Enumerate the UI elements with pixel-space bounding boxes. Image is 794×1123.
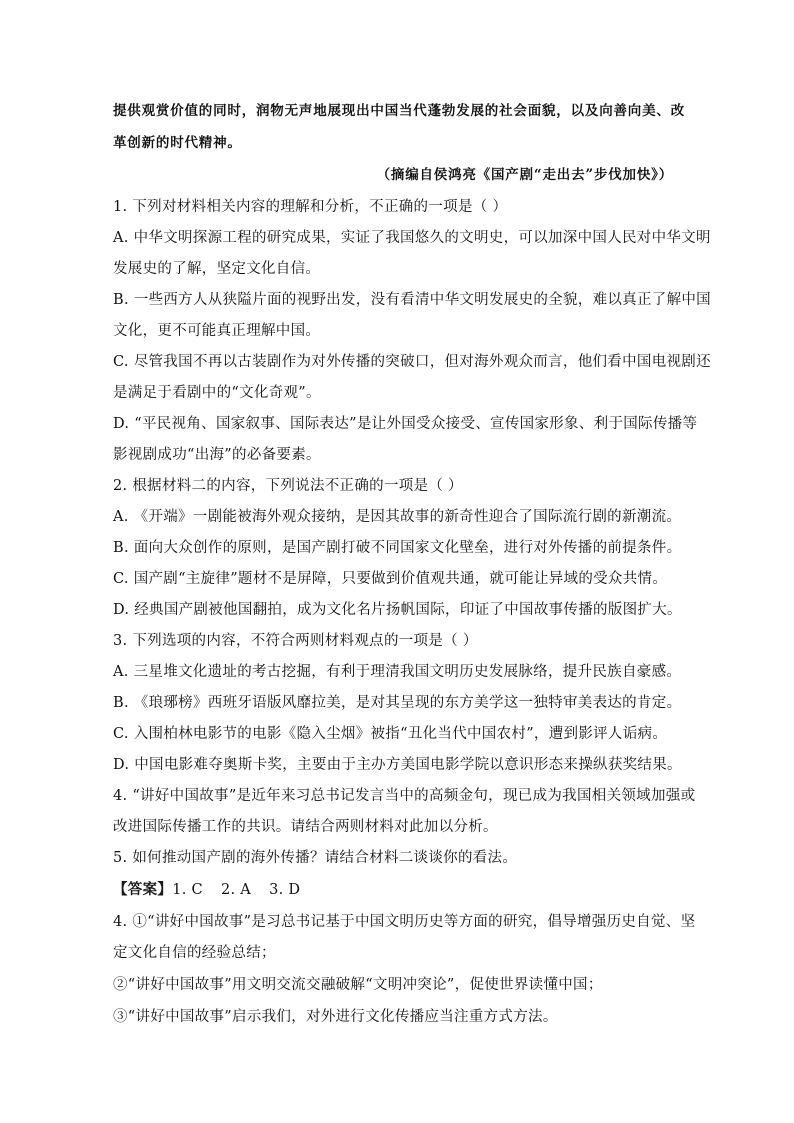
question-1-option-b-line-1: B. 一些西方人从狭隘片面的视野出发，没有看清中华文明发展史的全貌，难以真正了解中国 — [113, 292, 711, 308]
question-1-option-b-line-2: 文化，更不可能真正理解中国。 — [113, 323, 321, 339]
passage-line-1: 提供观赏价值的同时，润物无声地展现出中国当代蓬勃发展的社会面貌，以及向善向美、改 — [113, 103, 685, 119]
passage-source: （摘编自侯鸿亮《国产剧“走出去”步伐加快》） — [376, 167, 673, 183]
question-1-stem: 1. 下列对材料相关内容的理解和分析，不正确的一项是（ ） — [113, 199, 508, 215]
question-2-option-a: A. 《开端》一剧能被海外观众接纳，是因其故事的新奇性迎合了国际流行剧的新潮流。 — [113, 509, 682, 525]
question-2-option-b: B. 面向大众创作的原则，是国产剧打破不同国家文化壁垒，进行对外传播的前提条件。 — [113, 540, 682, 556]
passage-line-2: 革创新的时代精神。 — [113, 135, 242, 151]
question-3-option-c: C. 入围柏林电影节的电影《隐入尘烟》被指“丑化当代中国农村”，遭到影评人诟病。 — [113, 726, 668, 742]
question-3-stem: 3. 下列选项的内容，不符合两则材料观点的一项是（ ） — [113, 633, 478, 649]
question-4-line-1: 4. “讲好中国故事”是近年来习总书记发言当中的高频金句，现已成为我国相关领域加强或 — [113, 788, 696, 804]
answer-row — [113, 880, 683, 900]
answer-3: 3. D — [269, 882, 301, 898]
question-2-stem: 2. 根据材料二的内容，下列说法不正确的一项是（ ） — [113, 478, 463, 494]
answer-4-item-1-line-2: 定文化自信的经验总结； — [113, 945, 276, 961]
question-4-line-2: 改进国际传播工作的共识。请结合两则材料对此加以分析。 — [113, 819, 498, 835]
answer-4-item-2: ②“讲好中国故事”用文明交流交融破解“文明冲突论”，促使世界读懂中国； — [113, 977, 603, 993]
question-3-option-d: D. 中国电影难夺奥斯卡奖，主要由于主办方美国电影学院以意识形态来操纵获奖结果。 — [113, 757, 682, 773]
question-3-option-a: A. 三星堆文化遗址的考古挖掘，有利于理清我国文明历史发展脉络，提升民族自豪感。 — [113, 664, 682, 680]
answer-4-item-3: ③“讲好中国故事”启示我们，对外进行文化传播应当注重方式方法。 — [113, 1009, 558, 1025]
question-2-option-c: C. 国产剧“主旋律”题材不是屏障，只要做到价值观共通，就可能让异域的受众共情。 — [113, 571, 668, 587]
question-1-option-a-line-1: A. 中华文明探源工程的研究成果，实证了我国悠久的文明史，可以加深中国人民对中华文明 — [113, 230, 711, 246]
answer-label: 【答案】 — [113, 881, 173, 898]
question-1-option-d-line-1: D. “平民视角、国家叙事、国际表达”是让外国受众接受、宣传国家形象、利于国际传播等 — [113, 416, 698, 432]
question-1-option-d-line-2: 影视剧成功“出海”的必备要素。 — [113, 447, 321, 463]
answer-1: 1. C — [172, 882, 203, 898]
answer-2: 2. A — [220, 882, 252, 898]
question-1-option-c-line-1: C. 尽管我国不再以古装剧作为对外传播的突破口，但对海外观众而言，他们看中国电视剧还 — [113, 354, 711, 370]
question-3-option-b: B. 《琅琊榜》西班牙语版风靡拉美，是对其呈现的东方美学这一独特审美表达的肯定。 — [113, 695, 682, 711]
question-1-option-a-line-2: 发展史的了解，坚定文化自信。 — [113, 261, 321, 277]
question-1-option-c-line-2: 是满足于看剧中的“文化奇观”。 — [113, 385, 321, 401]
answer-4-item-1-line-1: 4. ①“讲好中国故事”是习总书记基于中国文明历史等方面的研究，倡导增强历史自觉、坚 — [113, 914, 696, 930]
question-5-line-1: 5. 如何推动国产剧的海外传播？请结合材料二谈谈你的看法。 — [113, 850, 518, 866]
question-2-option-d: D. 经典国产剧被他国翻拍，成为文化名片扬帆国际，印证了中国故事传播的版图扩大。 — [113, 602, 682, 618]
